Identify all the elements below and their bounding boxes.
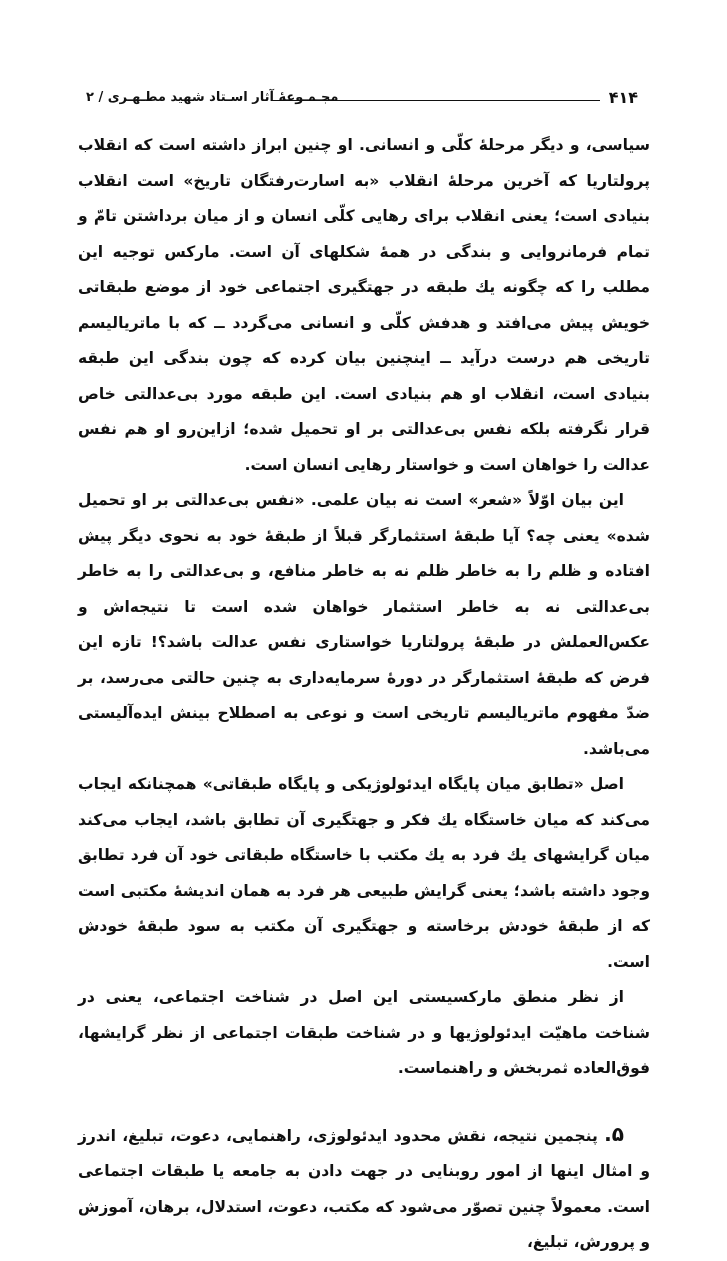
section-paragraph xyxy=(78,1117,650,1261)
paragraph: سياسى، و ديگر مرحلهٔ كلّى و انسانى. او چنين ابراز داشته است كه انقلاب پرولتاريا كه آخرين مرحلهٔ انقلاب «به اسارت‌رفتگان تاريخ» است انقلاب بنيادى است؛ يعنى انقلاب براى رهايى كلّى انسان و از ميان برداشتن تامّ و تمام فرمانروايى و بندگى در همهٔ شكلهاى آن است. ماركس توجيه اين مطلب را كه چگونه يك طبقه در جهتگيرى اجتماعى خود از موضع طبقاتى خويش پيش مى‌افتد و هدفش كلّى و انسانى مى‌گردد ــ كه با ماترياليسم تاريخى هم درست درآيد ــ اينچنين بيان كرده كه چون بندگى اين طبقه بنيادى است، انقلاب او هم بنيادى است. اين طبقه مورد بى‌عدالتى خاص قرار نگرفته بلكه نفس بى‌عدالتى بر او تحميل شده؛ ازاين‌رو او هم نفس عدالت را خواهان است و خواستار رهايى انسان است. xyxy=(78,136,650,474)
section-number: ۵. xyxy=(604,1121,624,1146)
page-number: ۴۱۴ xyxy=(608,88,638,107)
page-header xyxy=(86,88,638,110)
section-text: پنجمين نتيجه، نقش محدود ايدئولوژى، راهنمايى، دعوت، تبليغ، اندرز و امثال اينها از امور روبنايى در جهت دادن به جامعه يا طبقات اجتماعى است. معمولاً چنين تصوّر مى‌شود كه مكتب، دعوت، استدلال، برهان، آموزش و پرورش، تبليغ، xyxy=(78,1126,650,1251)
running-title: مجـمـوعهٔ آثار اسـتاد شهيد مطـهـرى / ۲ xyxy=(86,90,339,105)
page-body xyxy=(78,128,650,1261)
paragraph: اصل «تطابق ميان پايگاه ايدئولوژيكى و پايگاه طبقاتى» همچنانكه ايجاب مى‌كند كه ميان خاستگاه يك فكر و جهتگيرى آن تطابق باشد، ايجاب مى‌كند ميان گرايشهاى يك فرد به يك مكتب با خاستگاه طبقاتى خود آن فرد تطابق وجود داشته باشد؛ يعنى گرايش طبيعى هر فرد به همان انديشهٔ مكتبى است كه از طبقهٔ خودش برخاسته و جهتگيرى آن مكتب به سود طبقهٔ خودش است. xyxy=(78,775,650,971)
paragraph: از نظر منطق ماركسيستى اين اصل در شناخت اجتماعى، يعنى در شناخت ماهيّت ايدئولوژيها و در شناخت طبقات اجتماعى از نظر گرايشها، فوق‌العاده ثمربخش و راهنماست. xyxy=(78,988,650,1077)
paragraph: اين بيان اوّلاً «شعر» است نه بيان علمى. «نفس بى‌عدالتى بر او تحميل شده» يعنى چه؟ آيا طبقهٔ استثمارگر قبلاً از طبقهٔ خود به نحوى ديگر پيش افتاده و ظلم را به خاطر ظلم نه به خاطر منافع، و بى‌عدالتى را به خاطر بى‌عدالتى نه به خاطر استثمار خواهان شده است تا نتيجه‌اش و عكس‌العملش در طبقهٔ پرولتاريا خواستارى نفس عدالت باشد؟! تازه اين فرض كه طبقهٔ استثمارگر در دورهٔ سرمايه‌دارى به چنين حالتى مى‌رسد، بر ضدّ مفهوم ماترياليسم تاريخى است و نوعى به اصطلاح بينش ايده‌آليستى مى‌باشد. xyxy=(78,491,650,758)
